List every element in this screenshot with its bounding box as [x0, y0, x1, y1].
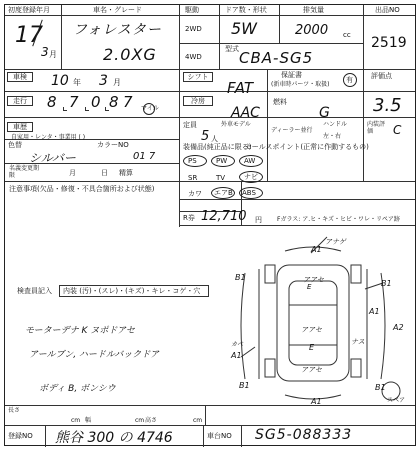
- wheel-fr: [351, 265, 361, 283]
- color-label: 色替: [8, 141, 22, 149]
- car-cabin-outline: [289, 281, 337, 365]
- rule: [179, 43, 363, 44]
- handle-label: ハンドル: [323, 121, 348, 128]
- first-reg-year: 17: [15, 23, 43, 48]
- car-name: フォレスター: [73, 22, 162, 38]
- mark-aase-middle: アアセ: [301, 326, 322, 334]
- mileage-digit: 8: [109, 93, 119, 111]
- mark-b1-left: B1: [235, 273, 246, 282]
- equip-airbag: エアB: [214, 189, 233, 197]
- equip-navi: ナビ: [244, 173, 258, 181]
- capacity-value: 5: [201, 129, 210, 144]
- car-diagram: [215, 229, 415, 405]
- equip-pw: PW: [216, 157, 228, 165]
- equip-ps: PS: [188, 157, 197, 165]
- digit-sep: [85, 107, 89, 111]
- rule: [45, 425, 46, 447]
- wheel-fl: [265, 265, 275, 283]
- import-sub: ディーラー並行: [271, 127, 313, 134]
- mileage-unit: マイル: [141, 105, 159, 112]
- equip-label: 装備品(純正品に限る): [183, 143, 252, 151]
- recycle-day: 日: [101, 169, 108, 177]
- marker-line: [241, 347, 255, 357]
- first-reg-label: 初度登録年月: [8, 6, 50, 14]
- mark-b1-bottom-left: B1: [239, 381, 250, 390]
- rule: [5, 91, 415, 92]
- first-reg-month: 3: [41, 45, 49, 59]
- rule: [61, 5, 62, 69]
- rule: [5, 117, 415, 118]
- mark-e-middle: E: [309, 343, 315, 352]
- grade: 2.0XG: [103, 45, 157, 64]
- warranty-value: 有: [346, 76, 353, 84]
- inspector-note-1: モーターデナ K ヌポドアセ: [25, 326, 135, 336]
- color-value: シルバー: [29, 151, 76, 165]
- wheel-rr: [351, 359, 361, 377]
- r-label: R券: [183, 214, 195, 222]
- r-unit: 円: [255, 216, 262, 224]
- rule: [5, 405, 415, 406]
- rule: [5, 15, 415, 16]
- mileage-digit: 0: [91, 93, 101, 111]
- mark-nasu: ナス: [351, 338, 365, 346]
- score-label: 評価点: [371, 72, 392, 80]
- length-label: 長さ: [8, 407, 21, 414]
- drive-label: 駆動: [185, 6, 199, 14]
- inspection-year: 10: [51, 73, 69, 89]
- mark-a1-right: A1: [369, 307, 380, 316]
- equip-sr: SR: [188, 174, 198, 182]
- r-value: 12,710: [201, 209, 247, 224]
- inspector-note-2: アールブン, ハードルバックドア: [29, 350, 160, 360]
- chassis-label: 車台NO: [207, 432, 232, 440]
- name-grade-label: 車名・グレード: [93, 6, 142, 14]
- digit-sep: [63, 107, 67, 111]
- height-label: 高さ: [145, 417, 158, 424]
- mark-a1-bottom: A1: [311, 397, 322, 406]
- equip-leather: カワ: [188, 190, 202, 198]
- rule: [205, 405, 206, 425]
- mileage-digits: [37, 93, 141, 113]
- recycle-label: 名義変更期限: [9, 165, 40, 179]
- rule: [363, 69, 415, 70]
- right-side-outline: [381, 273, 385, 379]
- interior-label: 内装評価: [367, 121, 386, 135]
- color-no-label: カラーNO: [97, 141, 129, 149]
- inspection-month-unit: 月: [113, 78, 121, 87]
- fuel-label: 燃料: [273, 98, 287, 106]
- lot-value: 2519: [371, 35, 407, 51]
- reg-no-value: 熊谷 300 の 4746: [55, 430, 173, 446]
- equip-aw: AW: [244, 157, 256, 165]
- caution-label: 注意事項(欠品・修復・不具合箇所および状態): [9, 185, 155, 193]
- inspector-label: 検査員記入: [17, 287, 52, 295]
- door-value: 5W: [231, 19, 257, 38]
- height-unit: cm: [193, 417, 203, 424]
- mileage-digit: 7: [69, 93, 79, 111]
- color-no-value: 01 7: [133, 151, 156, 162]
- mark-b1-bottom-right: B1: [375, 383, 386, 392]
- chassis-value: SG5-088333: [255, 427, 353, 443]
- score-value: 3.5: [373, 95, 402, 116]
- wheel-rl: [265, 359, 275, 377]
- mark-e-front: E: [307, 283, 312, 291]
- inspector-note-3: ボディ B, ボンシウ: [39, 384, 116, 394]
- width-unit: cm: [135, 417, 145, 424]
- rule: [179, 5, 180, 227]
- inspection-label: 車検: [7, 72, 33, 82]
- mark-a1-left: A1: [231, 351, 242, 360]
- rule: [279, 5, 280, 43]
- spare-label: スペア: [387, 397, 406, 404]
- capacity-unit: 人: [211, 135, 218, 143]
- equip-tv: TV: [216, 174, 226, 182]
- displacement-label: 排気量: [303, 6, 324, 14]
- mark-anage: アナゲ: [325, 238, 346, 246]
- mileage-digit: 7: [123, 93, 133, 111]
- drive-4wd: 4WD: [185, 53, 202, 61]
- displacement-value: 2000: [295, 23, 329, 38]
- door-label: ドア数・形状: [225, 6, 267, 14]
- inspector-options: 内装 (汚)・(スレ)・(キズ)・キレ・コゲ・穴: [59, 285, 209, 297]
- rule: [241, 425, 242, 447]
- auction-sheet: [4, 4, 416, 446]
- fuel-value: G: [319, 105, 330, 121]
- rule: [5, 425, 415, 426]
- equip-abs: ABS: [242, 189, 256, 197]
- rule: [179, 225, 415, 226]
- length-unit: cm: [71, 417, 81, 424]
- recycle-seiri: 精算: [119, 169, 133, 177]
- capacity-label: 定員: [183, 121, 197, 129]
- shift-label: シフト: [183, 72, 213, 82]
- width-label: 幅: [85, 417, 92, 424]
- inspection-year-unit: 年: [73, 78, 81, 87]
- lot-label: 出品NO: [375, 6, 400, 14]
- mark-a1-top: A1: [311, 245, 322, 254]
- first-reg-month-unit: 月: [49, 50, 57, 59]
- history-label: 車歴: [7, 122, 33, 132]
- model-label: 型式: [225, 45, 239, 53]
- history-sub: 自家用・レンタ・事業用 ( ): [11, 134, 86, 141]
- mark-aase-front: アアセ: [303, 276, 324, 284]
- rule: [267, 69, 268, 181]
- rule: [219, 5, 220, 69]
- interior-value: C: [393, 123, 402, 137]
- rule: [363, 5, 364, 181]
- mileage-label: 走行: [7, 96, 33, 106]
- mark-b1-right: B1: [381, 279, 392, 288]
- cc-unit: cc: [343, 31, 351, 39]
- ac-label: 冷房: [183, 96, 213, 106]
- handle-value: 左・右: [323, 133, 342, 140]
- rule: [5, 69, 415, 70]
- inspection-month: 3: [99, 73, 108, 89]
- left-side-outline: [241, 273, 245, 379]
- shift-value: FAT: [227, 79, 254, 97]
- mark-a2: A2: [393, 323, 404, 332]
- mark-kabe: カベ: [231, 341, 244, 348]
- mileage-digit: 8: [47, 93, 57, 111]
- sales-label: セールスポイント(正常に作動するもの): [245, 143, 369, 151]
- import-label: 外車モデル: [221, 121, 251, 128]
- warranty-sub: (新車時パーツ・取扱): [271, 81, 330, 88]
- ac-value: AAC: [231, 105, 260, 121]
- drive-2wd: 2WD: [185, 25, 202, 33]
- reg-no-label: 登録NO: [8, 432, 33, 440]
- rule: [203, 425, 204, 447]
- glass-text: Fガラス: ア.ヒ・キズ・ヒビ・ワレ・リペア跡: [277, 216, 400, 223]
- warranty-label: 保証書: [281, 71, 302, 79]
- mark-aase-rear: アアセ: [301, 366, 322, 374]
- recycle-month: 月: [69, 169, 76, 177]
- model-value: CBA-SG5: [239, 49, 314, 67]
